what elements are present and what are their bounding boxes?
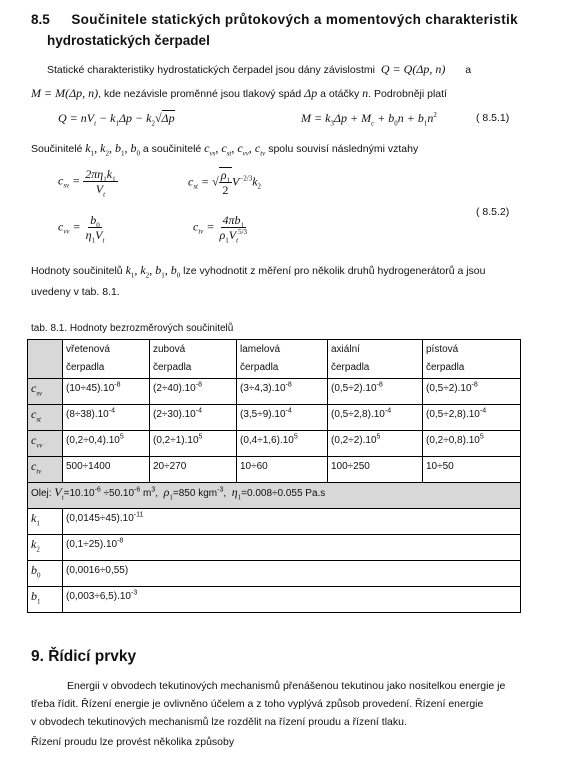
symbols-k-b-2: $k_1$, $k_2$, $b_1$, $b_0$ xyxy=(125,263,181,280)
intro-text-a: Statické charakteristiky hydrostatických čerpadel jsou dány závislostmi xyxy=(47,64,375,76)
header-corner xyxy=(28,340,63,379)
equation-csv: $c_{sv}$ = $\frac{2\pi\eta_1k_1}{V_t}$ xyxy=(58,167,116,199)
equation-cvv: $c_{vv}$ = $\frac{b_0}{\eta_1V_t}$ xyxy=(58,213,105,245)
table-cell: $(0,5\div 2).10^{-8}$ xyxy=(423,379,521,405)
equation-m: $M = k_3\Delta p + M_c + b_0n + b_1n^2$ xyxy=(301,111,437,128)
row-symbol: $c_{st}$ xyxy=(28,405,63,431)
section-heading xyxy=(31,10,518,29)
relations-text-c: spolu souvisí následnými vztahy xyxy=(268,143,419,155)
table-row xyxy=(28,457,521,483)
table-row xyxy=(28,405,521,431)
relations-text-b: a součinitelé xyxy=(142,143,202,155)
table-cell: $(0,2\div 0,8).10^5$ xyxy=(423,431,521,457)
row-symbol: $b_0$ xyxy=(28,561,63,587)
intro-line2 xyxy=(31,84,531,103)
row-symbol: $c_{vv}$ xyxy=(28,431,63,457)
relations-line xyxy=(31,139,531,158)
row-symbol: $c_{tv}$ xyxy=(28,457,63,483)
table-row xyxy=(28,379,521,405)
equation-cst: $c_{st}$ = √ $\frac{\rho_1}{2}$ $V^{-2/3}k_2$ xyxy=(188,168,262,197)
coefficient-table xyxy=(27,339,521,613)
oil-label: Olej: xyxy=(31,488,52,499)
table-row xyxy=(28,587,521,613)
intro-text-d: . Podrobněji platí xyxy=(368,88,447,100)
header-vretenova: vřetenová čerpadla xyxy=(63,340,150,379)
table-cell: 10÷50 xyxy=(423,457,521,483)
row-symbol: $k_1$ xyxy=(28,509,63,535)
table-cell: $(8\div 38).10^{-4}$ xyxy=(63,405,150,431)
row-symbol: $b_1$ xyxy=(28,587,63,613)
table-cell: 10÷60 xyxy=(237,457,328,483)
table-cell: $(0,003\div 6,5).10^{-3}$ xyxy=(63,587,521,613)
section-number: 8.5 xyxy=(31,12,50,27)
section-title-line1: Součinitele statických průtokových a momentových charakteristik xyxy=(71,12,519,27)
table-header-row xyxy=(28,340,521,379)
table-cell: $(3\div 4,3).10^{-8}$ xyxy=(237,379,328,405)
header-axialni: axiální čerpadla xyxy=(328,340,423,379)
header-pistova: pístová čerpadla xyxy=(423,340,521,379)
equation-number-2: ( 8.5.2) xyxy=(476,206,510,218)
row-symbol: $k_2$ xyxy=(28,535,63,561)
table-row xyxy=(28,561,521,587)
oil-cell: Olej: $V_t=10.10^{-6} \div 50.10^{-6}$ $m^3$, $\rho_1=850$ kgm$^{-3}$, $\eta_1=0.008\div 0.055$ Pa.s xyxy=(28,483,521,509)
table-cell: $(3,5\div 9).10^{-4}$ xyxy=(237,405,328,431)
equation-q: $Q = nV_t - k_1\Delta p - k_2√\Delta p$ xyxy=(58,111,175,128)
formula-m-dependency: M = M(Δp, n) xyxy=(31,86,99,100)
intro-text-and: a xyxy=(465,64,472,76)
table-caption: tab. 8.1. Hodnoty bezrozměrových součinitelů xyxy=(31,323,234,334)
table-row xyxy=(28,535,521,561)
table-cell: $(0,5\div 2,8).10^{-4}$ xyxy=(423,405,521,431)
table-cell: $(2\div 40).10^{-8}$ xyxy=(150,379,237,405)
hodnoty-line1 xyxy=(31,261,531,280)
table-cell: $(0,2\div 1).10^5$ xyxy=(150,431,237,457)
section-title-line2: hydrostatických čerpadel xyxy=(47,33,210,48)
chapter-p1-line3: v obvodech tekutinových mechanismů lze rozdělit na řízení proudu a řízení tlaku. xyxy=(31,716,407,728)
equation-ctv: $c_{tv}$ = $\frac{4\pi b_1}{\rho_1V_t^{5/3}}$ xyxy=(193,213,248,245)
header-zubova: zubová čerpadla xyxy=(150,340,237,379)
table-cell: $(0,4\div 1,6).10^5$ xyxy=(237,431,328,457)
symbols-k-b: $k_1$, $k_2$, $b_1$, $b_0$ xyxy=(85,141,140,158)
table-cell: $(0,2\div 2).10^5$ xyxy=(328,431,423,457)
symbols-c: $c_{vs}$, $c_{st}$, $c_{vv}$, $c_{tv}$ xyxy=(204,141,266,158)
table-cell: $(0,5\div 2).10^{-8}$ xyxy=(328,379,423,405)
table-cell: $(2\div 30).10^{-4}$ xyxy=(150,405,237,431)
table-cell: 20÷270 xyxy=(150,457,237,483)
formula-q-dependency: Q = Q(Δp, n) xyxy=(377,62,446,76)
table-cell: $(0,2\div 0,4).10^5$ xyxy=(63,431,150,457)
chapter-title: 9. Řídicí prvky xyxy=(31,648,137,665)
relations-text-a: Součinitelé xyxy=(31,143,83,155)
table-row xyxy=(28,431,521,457)
chapter-p1-line1: Energii v obvodech tekutinových mechanismů přenášenou tekutinou jako nositelkou energie je xyxy=(67,680,506,692)
table-cell: $(0,1\div 25).10^{-8}$ xyxy=(63,535,521,561)
table-cell: $(0,0145\div 45).10^{-11}$ xyxy=(63,509,521,535)
equation-number-1: ( 8.5.1) xyxy=(476,112,510,124)
table-cell: (0,0016÷0,55) xyxy=(63,561,521,587)
symbol-dp: Δp xyxy=(304,86,318,100)
chapter-p2: Řízení proudu lze provést několika způsoby xyxy=(31,736,235,748)
table-cell: $(0,5\div 2,8).10^{-4}$ xyxy=(328,405,423,431)
row-symbol: $c_{sv}$ xyxy=(28,379,63,405)
symbol-n: n xyxy=(362,86,369,100)
intro-line1 xyxy=(47,60,532,79)
hodnoty-line2: uvedeny v tab. 8.1. xyxy=(31,286,120,298)
table-cell: 500÷1400 xyxy=(63,457,150,483)
table-row xyxy=(28,509,521,535)
hodnoty-text-b: lze vyhodnotit z měření pro několik druhů hydrogenerátorů a jsou xyxy=(183,265,486,277)
intro-text-c: a otáčky xyxy=(320,88,360,100)
hodnoty-text-a: Hodnoty součinitelů xyxy=(31,265,123,277)
table-cell: $(10\div 45).10^{-8}$ xyxy=(63,379,150,405)
header-lamelova: lamelová čerpadla xyxy=(237,340,328,379)
oil-row xyxy=(28,483,521,509)
chapter-p1-line2: třeba řídit. Řízení energie je ovlivněno účelem a z toho vyplývá způsob provedení. Řízení energie xyxy=(31,698,484,710)
intro-text-b: , kde nezávisle proměnné jsou tlakový spád xyxy=(98,88,302,100)
table-cell: 100÷250 xyxy=(328,457,423,483)
